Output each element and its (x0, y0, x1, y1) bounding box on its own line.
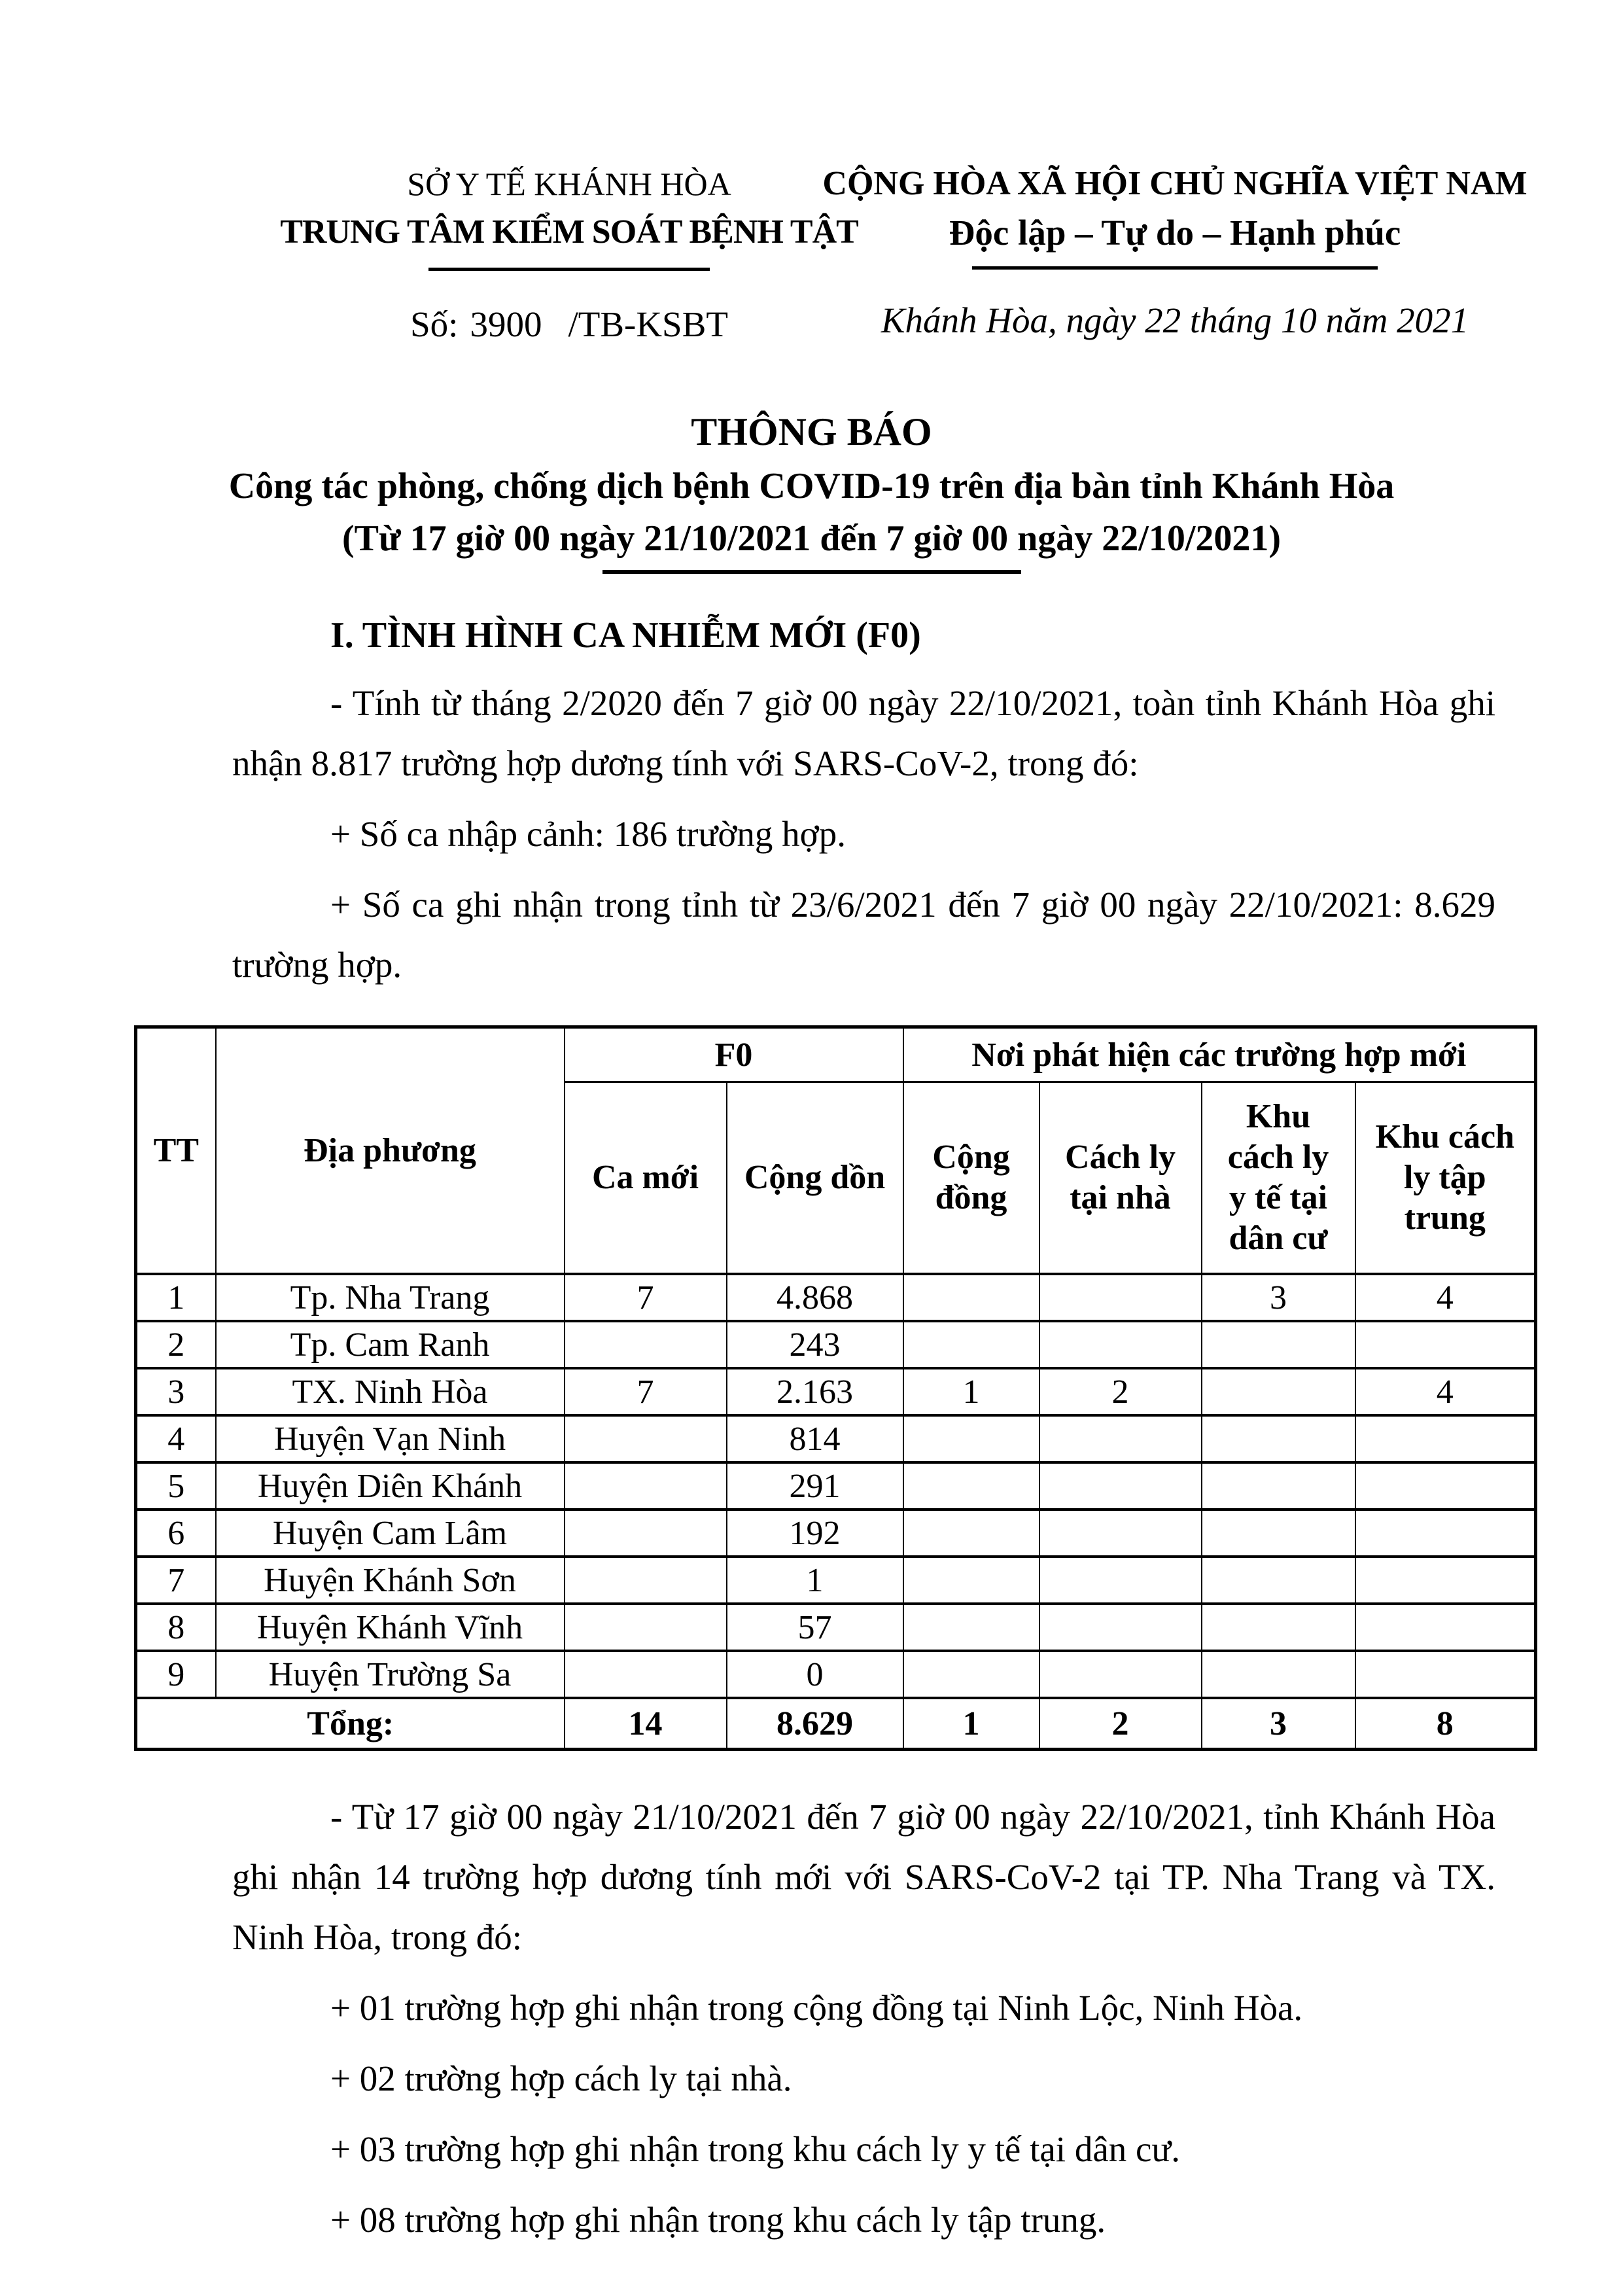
cell-central (1355, 1415, 1536, 1462)
cell-tt: 5 (136, 1462, 216, 1510)
paragraph: + 01 trường hợp ghi nhận trong cộng đồng tại Ninh Lộc, Ninh Hòa. (330, 1988, 1303, 2028)
paragraph: - Từ 17 giờ 00 ngày 21/10/2021 đến 7 giờ 00 ngày 22/10/2021, tỉnh Khánh Hòa ghi nhận 14 trường hợp dương tính mới với SARS-CoV-2 tại TP. Nha Trang và TX. Ninh Hòa, trong đó: (232, 1797, 1495, 1957)
col-header-cumulative: Cộng dồn (727, 1082, 903, 1275)
table-row (136, 1510, 1536, 1557)
col-header-new-cases: Ca mới (565, 1082, 727, 1275)
cell-home (1039, 1462, 1202, 1510)
document-subtitle: Công tác phòng, chống dịch bệnh COVID-19 trên địa bàn tỉnh Khánh Hòa (228, 466, 1395, 506)
national-motto-line1: CỘNG HÒA XÃ HỘI CHỦ NGHĨA VIỆT NAM (822, 165, 1527, 202)
table-total-row (136, 1698, 1536, 1750)
title-underline (602, 570, 1021, 574)
cell-district: Huyện Cam Lâm (216, 1510, 565, 1557)
national-header-block (727, 160, 1623, 341)
cell-medical (1202, 1557, 1355, 1604)
table-row (136, 1604, 1536, 1651)
cell-home (1039, 1604, 1202, 1651)
cell-medical (1202, 1604, 1355, 1651)
total-new: 14 (565, 1698, 727, 1750)
cell-new (565, 1604, 727, 1651)
cell-central (1355, 1557, 1536, 1604)
cell-community: 1 (903, 1368, 1039, 1415)
col-group-f0: F0 (565, 1027, 903, 1082)
cell-new (565, 1415, 727, 1462)
col-header-district: Địa phương (216, 1027, 565, 1275)
col-header-medical-quarantine: Khu cách ly y tế tại dân cư (1202, 1082, 1355, 1275)
cell-new: 7 (565, 1368, 727, 1415)
cell-tt: 2 (136, 1321, 216, 1368)
cell-home (1039, 1415, 1202, 1462)
table-row (136, 1274, 1536, 1321)
cell-district: Huyện Trường Sa (216, 1651, 565, 1698)
cell-home (1039, 1510, 1202, 1557)
cell-district: TX. Ninh Hòa (216, 1368, 565, 1415)
table-row (136, 1415, 1536, 1462)
cell-new (565, 1510, 727, 1557)
cell-community (903, 1604, 1039, 1651)
cell-central (1355, 1510, 1536, 1557)
cell-home (1039, 1321, 1202, 1368)
title-block (0, 404, 1623, 574)
doc-number-value: 3900 (470, 304, 542, 344)
cell-central (1355, 1604, 1536, 1651)
cell-tt: 1 (136, 1274, 216, 1321)
org-name: TRUNG TÂM KIỂM SOÁT BỆNH TẬT (280, 213, 858, 251)
cell-cum: 291 (727, 1462, 903, 1510)
doc-number-suffix: /TB-KSBT (568, 304, 728, 344)
total-label: Tổng: (136, 1698, 565, 1750)
cell-new (565, 1321, 727, 1368)
cell-cum: 2.163 (727, 1368, 903, 1415)
cell-medical (1202, 1321, 1355, 1368)
table-row (136, 1557, 1536, 1604)
cell-district: Huyện Khánh Sơn (216, 1557, 565, 1604)
cell-community (903, 1651, 1039, 1698)
paragraph: + 08 trường hợp ghi nhận trong khu cách ly tập trung. (330, 2200, 1106, 2240)
cell-tt: 4 (136, 1415, 216, 1462)
paragraph: + 02 trường hợp cách ly tại nhà. (330, 2058, 792, 2098)
paragraph: + Số ca nhập cảnh: 186 trường hợp. (330, 814, 846, 854)
cell-tt: 8 (136, 1604, 216, 1651)
cell-medical (1202, 1462, 1355, 1510)
cell-tt: 9 (136, 1651, 216, 1698)
col-group-detection-place: Nơi phát hiện các trường hợp mới (903, 1027, 1536, 1082)
parent-org-name: SỞ Y TẾ KHÁNH HÒA (407, 166, 731, 202)
paragraph: + Số ca ghi nhận trong tỉnh từ 23/6/2021 đến 7 giờ 00 ngày 22/10/2021: 8.629 trường hợp. (232, 885, 1495, 985)
cell-cum: 814 (727, 1415, 903, 1462)
doc-number-label: Số: (410, 304, 459, 344)
cell-community (903, 1274, 1039, 1321)
cell-new (565, 1651, 727, 1698)
cell-central (1355, 1651, 1536, 1698)
cell-medical (1202, 1651, 1355, 1698)
cell-community (903, 1557, 1039, 1604)
col-header-community: Cộng đồng (903, 1082, 1039, 1275)
cell-cum: 0 (727, 1651, 903, 1698)
cell-cum: 57 (727, 1604, 903, 1651)
col-header-tt: TT (136, 1027, 216, 1275)
cell-home: 2 (1039, 1368, 1202, 1415)
document-body (153, 605, 1514, 2250)
table-header-row-groups (136, 1027, 1536, 1082)
document-title: THÔNG BÁO (691, 410, 932, 453)
cell-home (1039, 1274, 1202, 1321)
cell-cum: 4.868 (727, 1274, 903, 1321)
cell-central (1355, 1462, 1536, 1510)
report-period: (Từ 17 giờ 00 ngày 21/10/2021 đến 7 giờ 00 ngày 22/10/2021) (341, 518, 1282, 559)
org-underline (428, 268, 710, 271)
cell-tt: 3 (136, 1368, 216, 1415)
cell-community (903, 1415, 1039, 1462)
col-header-central-quarantine: Khu cách ly tập trung (1355, 1082, 1536, 1275)
cell-central (1355, 1321, 1536, 1368)
cell-district: Huyện Vạn Ninh (216, 1415, 565, 1462)
total-central: 8 (1355, 1698, 1536, 1750)
total-medical: 3 (1202, 1698, 1355, 1750)
cell-home (1039, 1557, 1202, 1604)
cell-district: Huyện Diên Khánh (216, 1462, 565, 1510)
national-motto-line2: Độc lập – Tự do – Hạnh phúc (949, 213, 1401, 253)
total-home: 2 (1039, 1698, 1202, 1750)
cell-central: 4 (1355, 1368, 1536, 1415)
cell-district: Tp. Cam Ranh (216, 1321, 565, 1368)
cell-community (903, 1462, 1039, 1510)
cell-community (903, 1510, 1039, 1557)
cell-cum: 192 (727, 1510, 903, 1557)
cell-medical (1202, 1368, 1355, 1415)
cases-by-district-table (134, 1025, 1537, 1751)
total-cum: 8.629 (727, 1698, 903, 1750)
paragraph: + 03 trường hợp ghi nhận trong khu cách ly y tế tại dân cư. (330, 2129, 1180, 2169)
motto-underline (972, 266, 1378, 270)
cell-medical (1202, 1510, 1355, 1557)
document-header (0, 160, 1623, 370)
cell-cum: 243 (727, 1321, 903, 1368)
cell-medical (1202, 1415, 1355, 1462)
cell-new: 7 (565, 1274, 727, 1321)
section-heading-new-cases: I. TÌNH HÌNH CA NHIỄM MỚI (F0) (330, 615, 921, 656)
cell-central: 4 (1355, 1274, 1536, 1321)
cell-home (1039, 1651, 1202, 1698)
table-row (136, 1368, 1536, 1415)
paragraph: - Tính từ tháng 2/2020 đến 7 giờ 00 ngày 22/10/2021, toàn tỉnh Khánh Hòa ghi nhận 8.817 trường hợp dương tính với SARS-CoV-2, trong đó: (232, 683, 1495, 783)
cell-medical: 3 (1202, 1274, 1355, 1321)
col-header-home-quarantine: Cách ly tại nhà (1039, 1082, 1202, 1275)
cell-district: Huyện Khánh Vĩnh (216, 1604, 565, 1651)
table-row (136, 1321, 1536, 1368)
table-row (136, 1651, 1536, 1698)
cell-tt: 7 (136, 1557, 216, 1604)
cell-district: Tp. Nha Trang (216, 1274, 565, 1321)
cell-new (565, 1557, 727, 1604)
table-row (136, 1462, 1536, 1510)
cell-new (565, 1462, 727, 1510)
total-community: 1 (903, 1698, 1039, 1750)
cell-cum: 1 (727, 1557, 903, 1604)
place-date-line: Khánh Hòa, ngày 22 tháng 10 năm 2021 (881, 300, 1469, 340)
cell-community (903, 1321, 1039, 1368)
cell-tt: 6 (136, 1510, 216, 1557)
